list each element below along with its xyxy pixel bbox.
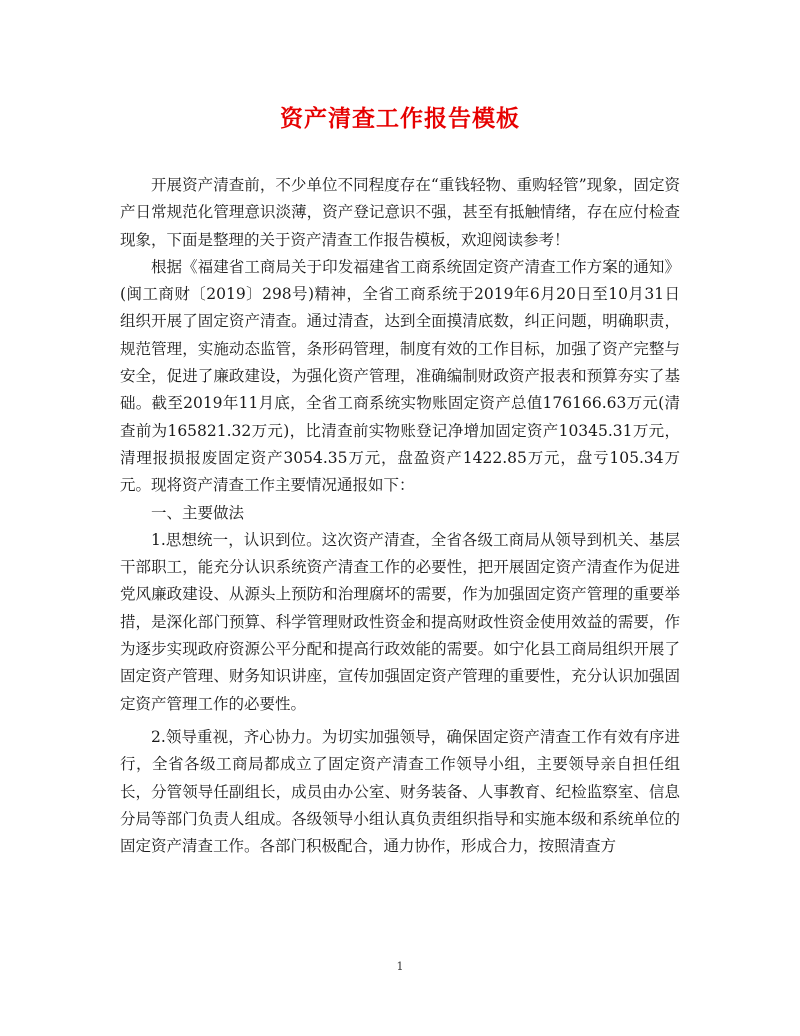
practice-item-2: 2.领导重视，齐心协力。为切实加强领导，确保固定资产清查工作有效有序进行，全省各级工商局都成立了固定资产清查工作领导小组，主要领导亲自担任组长，分管领导任副组长，成员由办公室、财务装备、人事教育、纪检监察室、信息分局等部门负责人组成。各级领导小组认真负责组织指导和实施本级和系统单位的固定资产清查工作。各部门积极配合，通力协作，形成合力，按照清查方 — [120, 727, 680, 856]
practice-item-1: 1.思想统一，认识到位。这次资产清查，全省各级工商局从领导到机关、基层干部职工，能充分认识系统资产清查工作的必要性，把开展固定资产清查作为促进党风廉政建设、从源头上预防和治理腐坏的需要，作为加强固定资产管理的重要举措，是深化部门预算、科学管理财政性资金和提高财政性资金使用效益的需要，作为逐步实现政府资源公平分配和提高行政效能的需要。如宁化县工商局组织开展了固定资产管理、财务知识讲座，宣传加强固定资产管理的重要性，充分认识加强固定资产管理工作的必要性。 — [120, 530, 680, 713]
background-paragraph: 根据《福建省工商局关于印发福建省工商系统固定资产清查工作方案的通知》(闽工商财〔2019〕298号)精神，全省工商系统于2019年6月20日至10月31日组织开展了固定资产清查。通过清查，达到全面摸清底数，纠正问题，明确职责，规范管理，实施动态监管，条形码管理，制度有效的工作目标，加强了资产完整与安全，促进了廉政建设，为强化资产管理，准确编制财政资产报表和预算夯实了基础。截至2019年11月底，全省工商系统实物账固定资产总值176166.63万元(清查前为165821.32万元)，比清查前实物账登记净增加固定资产10345.31万元，清理报损报废固定资产3054.35万元，盘盈资产1422.85万元，盘亏105.34万元。现将资产清查工作主要情况通报如下： — [120, 257, 680, 495]
intro-paragraph: 开展资产清查前，不少单位不同程度存在“重钱轻物、重购轻管”现象，固定资产日常规范化管理意识淡薄，资产登记意识不强，甚至有抵触情绪，存在应付检查现象，下面是整理的关于资产清查工作报告模板，欢迎阅读参考！ — [120, 176, 680, 249]
document-body — [120, 172, 680, 860]
section-heading-main-practices: 一、主要做法 — [151, 503, 245, 522]
page-number: 1 — [396, 960, 404, 973]
page-title: 资产清查工作报告模板 — [280, 105, 520, 132]
